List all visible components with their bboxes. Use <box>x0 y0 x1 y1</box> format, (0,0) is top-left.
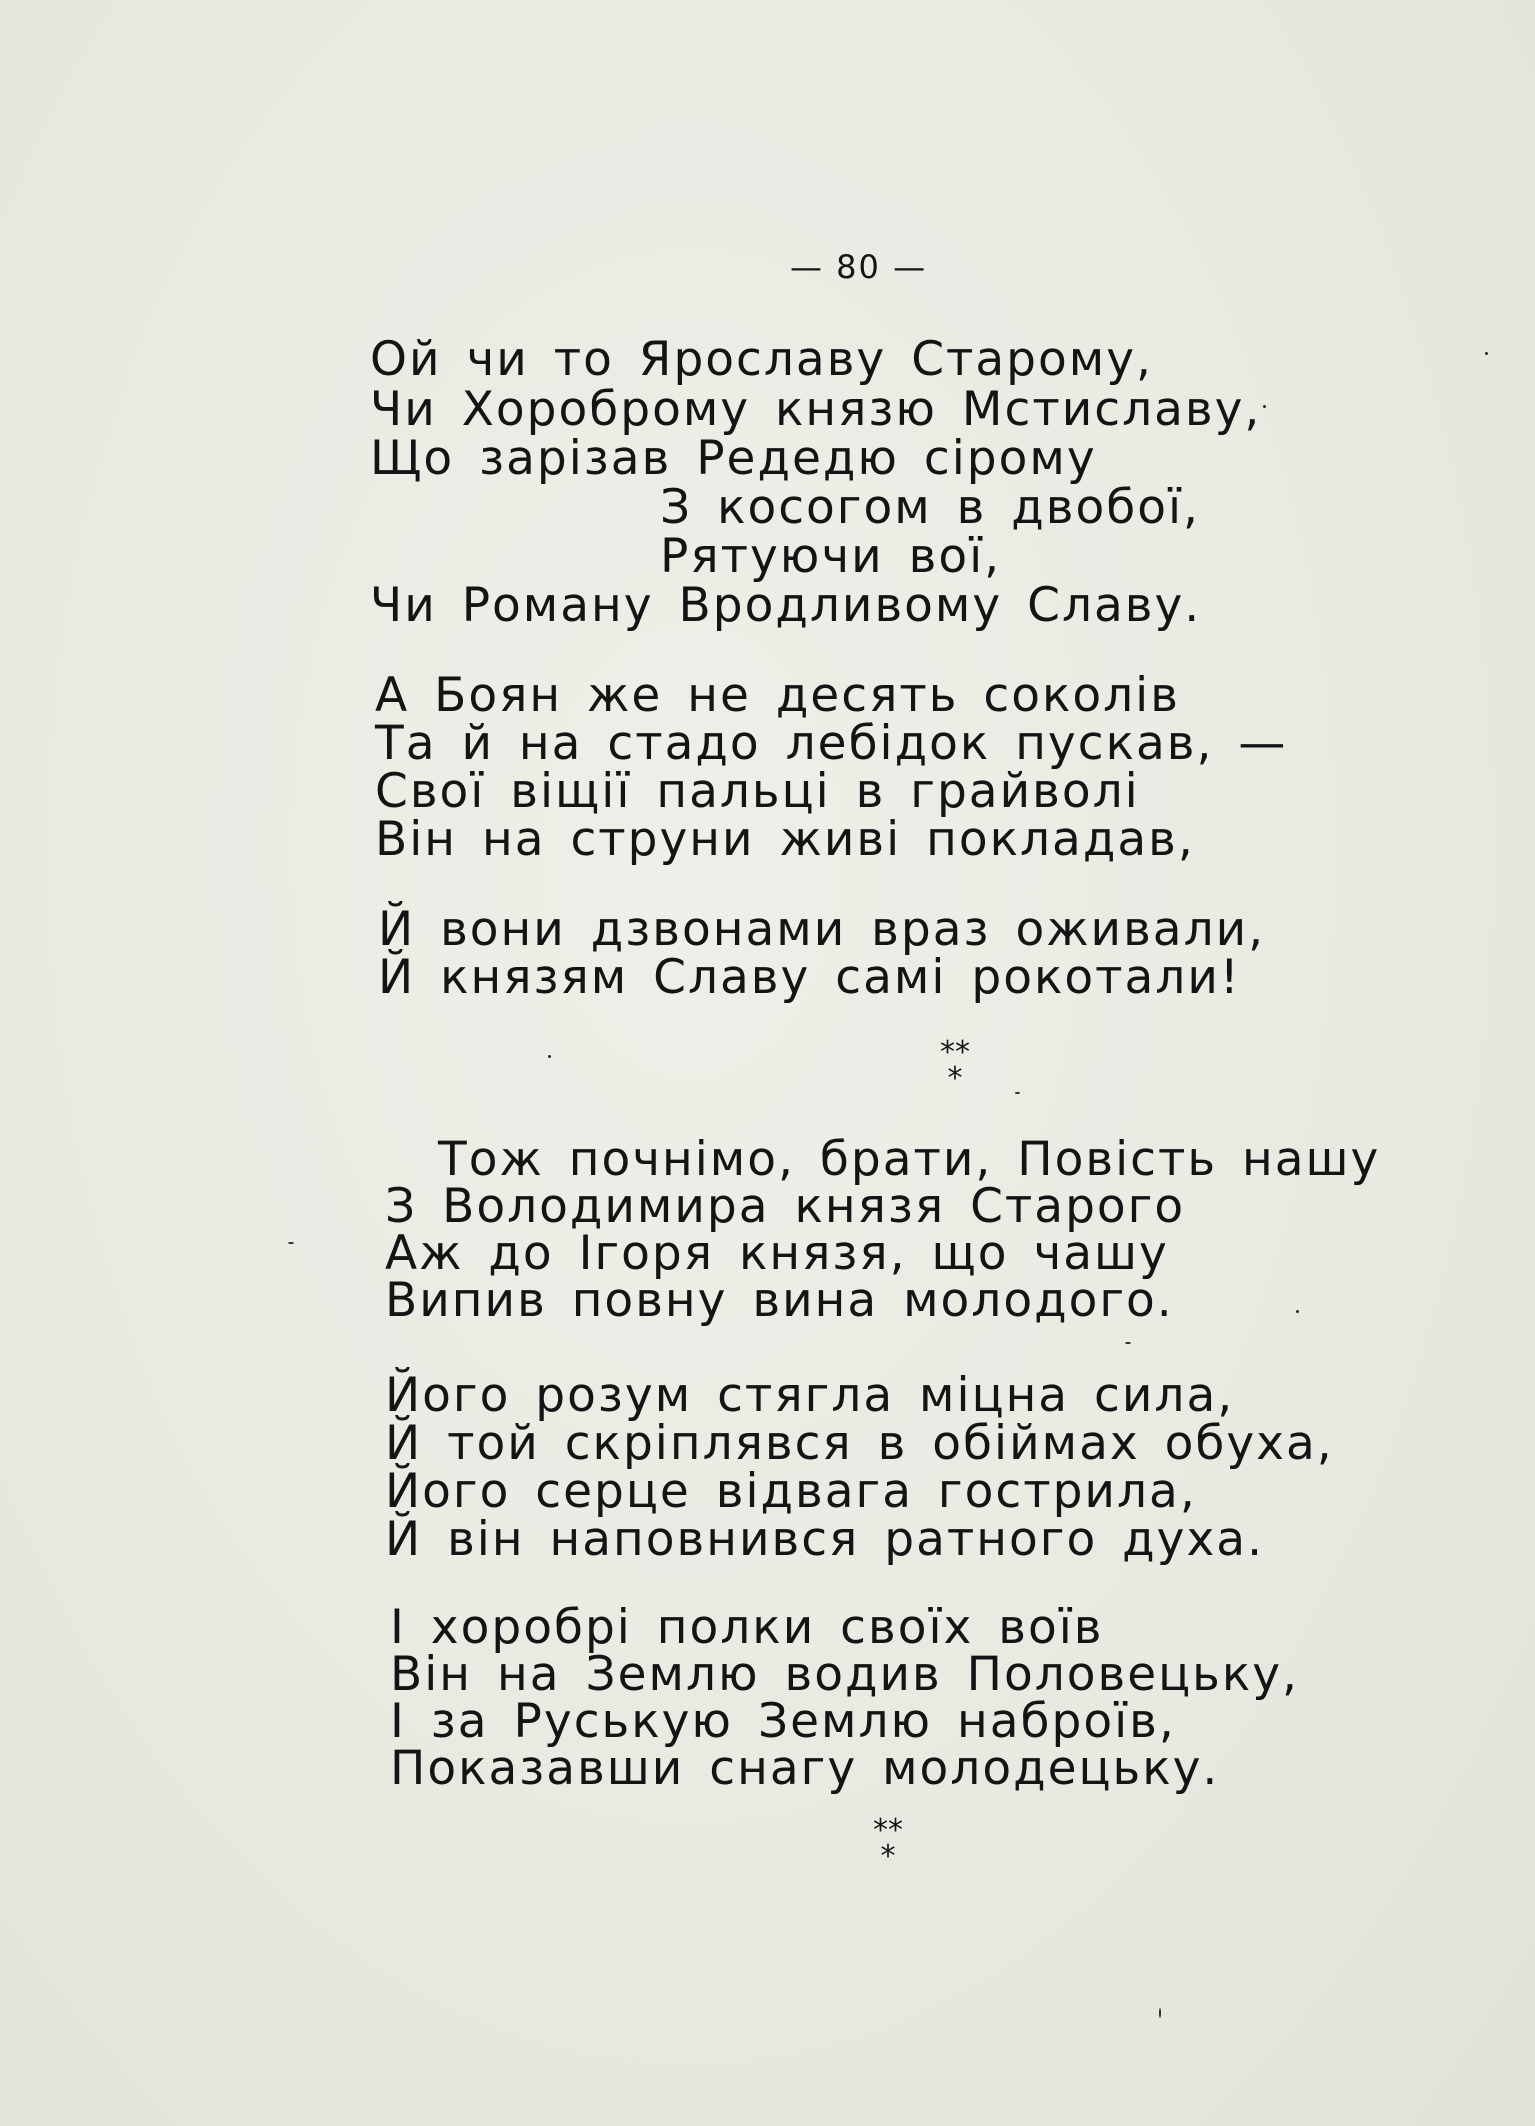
page-number: — 80 — <box>790 248 928 286</box>
verse-line: Його серце відвага гострила, <box>385 1464 1197 1519</box>
verse-line: Й він наповнився ратного духа. <box>385 1512 1265 1567</box>
verse-line: З косогом в двобої, <box>660 480 1200 535</box>
verse-line: Й той скріплявся в обіймах обуха, <box>385 1416 1334 1471</box>
verse-line: Та й на стадо лебідок пускав, — <box>375 716 1288 771</box>
verse-line: Чи Роману Вродливому Славу. <box>370 578 1202 633</box>
verse-line: Ой чи то Ярославу Старому, <box>370 332 1153 387</box>
verse-line: Показавши снагу молодецьку. <box>390 1741 1220 1796</box>
verse-line: Що зарізав Редедю сірому <box>370 431 1097 486</box>
verse-line: І за Руськую Землю наброїв, <box>390 1694 1176 1749</box>
paper-speck <box>1485 352 1488 355</box>
paper-speck <box>1159 2008 1161 2018</box>
paper-speck <box>1015 1092 1020 1094</box>
verse-line: З Володимира князя Старого <box>385 1179 1186 1234</box>
ornament-bottom: * <box>947 1061 963 1096</box>
paper-speck <box>288 1242 294 1244</box>
verse-line: Й князям Славу самі рокотали! <box>378 950 1241 1005</box>
section-ornament <box>925 1035 985 1096</box>
verse-line: Його розум стягла міцна сила, <box>385 1368 1235 1423</box>
paper-speck <box>1296 1310 1299 1313</box>
ornament-top: ** <box>940 1035 970 1070</box>
section-ornament <box>858 1813 918 1874</box>
verse-line: Свої віщії пальці в грайволі <box>375 764 1140 819</box>
paper-speck <box>548 1055 551 1058</box>
verse-line: Він на Землю водив Половецьку, <box>390 1647 1299 1702</box>
verse-line: Випив повну вина молодого. <box>385 1273 1174 1328</box>
paper-speck <box>1263 405 1266 408</box>
verse-line: Тож почнімо, брати, Повість нашу <box>438 1132 1381 1187</box>
ornament-top: ** <box>873 1813 903 1848</box>
verse-line: І хоробрі полки своїх воїв <box>390 1600 1104 1655</box>
paper-speck <box>1125 1342 1131 1344</box>
verse-line: А Боян же не десять соколів <box>375 668 1180 723</box>
verse-line: Він на струни живі покладав, <box>375 812 1195 867</box>
ornament-bottom: * <box>880 1839 896 1874</box>
verse-line: Чи Хороброму князю Мстиславу, <box>370 382 1262 437</box>
verse-line: Аж до Ігоря князя, що чашу <box>385 1226 1169 1281</box>
verse-line: Рятуючи вої, <box>660 529 1002 584</box>
verse-line: Й вони дзвонами враз оживали, <box>378 902 1266 957</box>
